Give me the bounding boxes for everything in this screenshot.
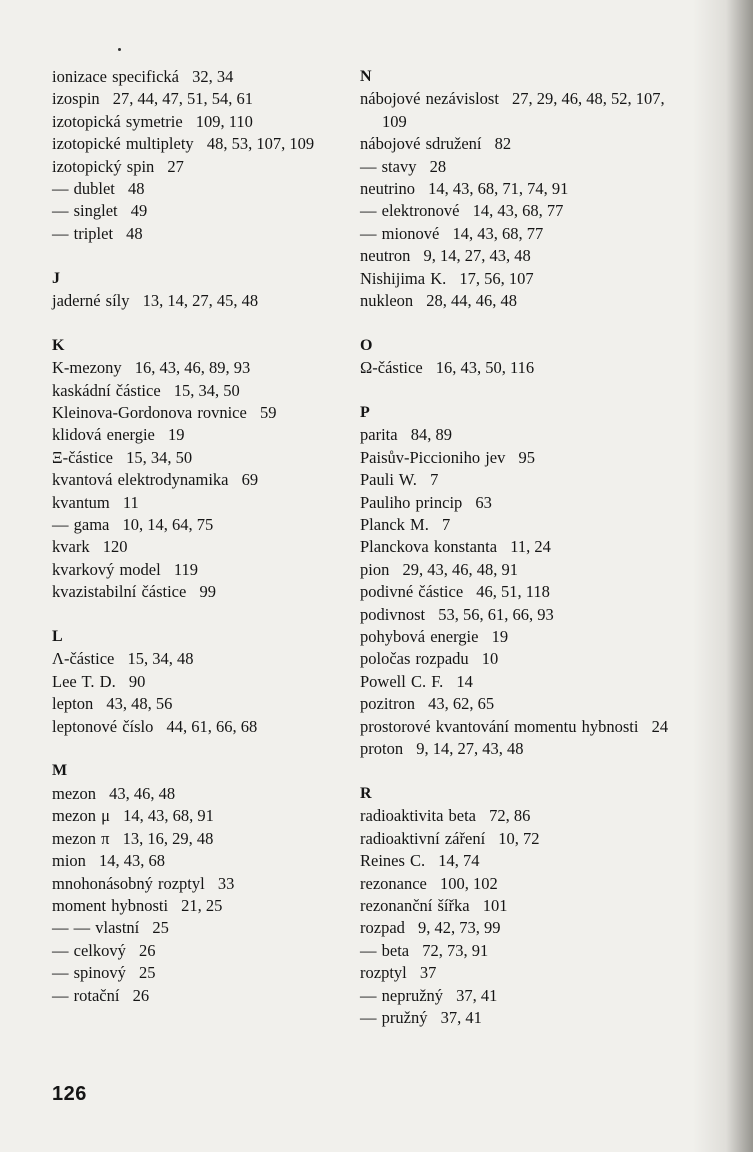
index-entry: [52, 178, 352, 200]
index-pages: 14, 43, 68, 71, 74, 91: [428, 179, 569, 199]
index-pages: 120: [102, 537, 128, 557]
index-term: — elektronové: [360, 201, 460, 221]
index-pages: 21, 25: [181, 895, 223, 915]
index-entry: [52, 200, 352, 222]
index-entry: [360, 985, 670, 1007]
index-term: ionizace specifická: [52, 67, 179, 86]
index-term: Powell C. F.: [360, 671, 444, 691]
index-pages: 13, 14, 27, 45, 48: [142, 291, 259, 311]
index-pages: 28, 44, 46, 48: [426, 291, 518, 311]
index-section: [52, 335, 352, 604]
index-entry: [360, 895, 670, 917]
index-pages: 37, 41: [440, 1007, 482, 1027]
index-term: mezon π: [52, 828, 110, 848]
index-pages: 13, 16, 29, 48: [122, 828, 214, 848]
index-term: izotopická symetrie: [52, 111, 183, 131]
index-pages: 11: [122, 492, 139, 512]
index-pages: 90: [128, 671, 146, 691]
index-term: Pauliho princip: [360, 492, 463, 512]
index-pages: 17, 56, 107: [459, 268, 534, 288]
index-term: kaskádní částice: [52, 380, 161, 400]
index-pages: 82: [494, 134, 512, 154]
index-term: klidová energie: [52, 425, 155, 445]
index-pages: 7: [430, 470, 439, 490]
index-term: mezon: [52, 783, 96, 803]
index-term: Ξ-částice: [52, 447, 113, 467]
index-pages: 95: [518, 447, 535, 467]
index-entry: [52, 828, 352, 850]
index-section: [52, 66, 352, 245]
index-pages: 43, 62, 65: [428, 694, 495, 714]
index-pages: 44, 61, 66, 68: [166, 716, 258, 736]
index-entry: [360, 424, 670, 446]
index-term: pion: [360, 559, 390, 579]
index-pages: 15, 34, 50: [126, 447, 193, 467]
index-entry: [52, 917, 352, 939]
index-entry: [52, 873, 352, 895]
index-entry: [52, 424, 352, 446]
index-entry: [360, 492, 670, 514]
index-term: mion: [52, 851, 86, 871]
index-pages: 14, 43, 68, 77: [472, 201, 564, 221]
section-letter: M: [52, 762, 68, 780]
index-entry: [360, 357, 670, 379]
index-term: rezonanční šířka: [360, 895, 470, 915]
index-pages: 19: [168, 425, 185, 445]
index-pages: 9, 14, 27, 43, 48: [423, 246, 531, 266]
index-entry: [52, 290, 352, 312]
index-entry: [360, 223, 670, 245]
index-term: radioaktivita beta: [360, 806, 476, 826]
index-term: Ω-částice: [360, 358, 423, 378]
index-entry: [360, 536, 670, 558]
index-entry: [360, 559, 670, 581]
index-term: Paisův-Piccioniho jev: [360, 447, 506, 467]
index-pages: 26: [138, 940, 156, 960]
index-term: leptonové číslo: [52, 716, 154, 736]
index-entry: [52, 850, 352, 872]
index-term: rozptyl: [360, 963, 407, 983]
index-entry: [52, 156, 352, 178]
index-entry: [52, 514, 352, 536]
index-term: kvarkový model: [52, 559, 161, 579]
index-pages: 100, 102: [440, 873, 498, 893]
index-term: izospin: [52, 89, 100, 109]
index-term: Kleinova-Gordonova rovnice: [52, 403, 247, 423]
index-pages: 43, 48, 56: [106, 694, 173, 714]
index-pages: 37: [419, 963, 437, 983]
index-entry: [360, 716, 670, 738]
index-pages: 14: [456, 671, 473, 691]
index-pages: 33: [217, 873, 235, 893]
index-entry: [52, 940, 352, 962]
index-pages: 9, 42, 73, 99: [418, 918, 501, 938]
section-letter: L: [52, 628, 63, 646]
index-pages: 14, 43, 68, 77: [452, 223, 544, 243]
index-term: moment hybnosti: [52, 895, 169, 915]
index-entry: [52, 559, 352, 581]
index-term: neutron: [360, 246, 411, 266]
index-entry: [360, 671, 670, 693]
index-entry: [360, 268, 670, 290]
index-term: — spinový: [52, 963, 126, 983]
index-pages: 43, 46, 48: [109, 783, 176, 803]
index-pages: 49: [130, 201, 148, 221]
index-term: — dublet: [52, 179, 115, 199]
index-pages: 46, 51, 118: [476, 582, 550, 602]
index-pages: 28: [429, 156, 447, 176]
index-pages: 59: [259, 403, 277, 423]
index-section: [52, 268, 352, 313]
index-entry: [360, 626, 670, 648]
index-entry: [360, 693, 670, 715]
index-term: kvantová elektrodynamika: [52, 470, 229, 490]
index-entry: [360, 850, 670, 872]
index-pages: 7: [441, 515, 451, 535]
index-term: — rotační: [52, 985, 120, 1005]
index-entry: [360, 917, 670, 939]
print-speck: [118, 48, 121, 51]
index-entry: [360, 648, 670, 670]
index-column-left: [52, 66, 352, 1007]
index-entry: [360, 828, 670, 850]
index-term: nábojové sdružení: [360, 134, 482, 154]
index-term: lepton: [52, 694, 94, 714]
index-pages: 63: [475, 492, 492, 512]
index-entry: [360, 738, 670, 760]
index-term: — celkový: [52, 940, 126, 960]
index-term: Lee T. D.: [52, 671, 116, 691]
index-entry: [52, 895, 352, 917]
index-pages: 84, 89: [410, 425, 452, 445]
section-letter: K: [52, 336, 65, 354]
index-entry: [52, 581, 352, 603]
index-pages: 10: [481, 649, 499, 669]
index-section: [360, 335, 670, 380]
index-pages: 10, 72: [498, 828, 540, 848]
index-pages: 99: [199, 582, 216, 602]
index-term: Planckova konstanta: [360, 537, 498, 557]
page-gutter-shadow: [693, 0, 753, 1152]
index-term: Reines C.: [360, 851, 426, 871]
index-term: radioaktivní záření: [360, 828, 486, 848]
index-term: — singlet: [52, 201, 118, 221]
index-entry: [360, 604, 670, 626]
index-entry: [52, 469, 352, 491]
index-term: kvantum: [52, 492, 110, 512]
index-term: proton: [360, 739, 404, 759]
index-section: [52, 760, 352, 1006]
index-term: — pružný: [360, 1007, 428, 1027]
section-letter: N: [360, 68, 372, 85]
index-term: jaderné síly: [52, 291, 130, 311]
index-term: neutrino: [360, 179, 415, 199]
index-pages: 25: [139, 963, 156, 983]
index-term: mnohonásobný rozptyl: [52, 873, 205, 893]
index-term: kvark: [52, 537, 90, 557]
index-entry: [360, 805, 670, 827]
index-term: prostorové kvantování momentu hybnosti: [360, 716, 639, 736]
index-pages: 9, 14, 27, 43, 48: [416, 739, 524, 759]
index-term: parita: [360, 425, 398, 445]
index-term: Planck M.: [360, 515, 429, 535]
index-entry: [360, 133, 670, 155]
index-entry: [52, 693, 352, 715]
index-entry: [360, 581, 670, 603]
section-letter: O: [360, 336, 373, 354]
index-column-right: [360, 66, 670, 1029]
index-pages: 14, 43, 68, 91: [123, 806, 214, 826]
index-term: podivné částice: [360, 582, 464, 602]
index-pages: 14, 74: [438, 851, 480, 871]
index-entry: [52, 536, 352, 558]
index-term: podivnost: [360, 604, 426, 624]
index-term: izotopické multiplety: [52, 134, 194, 154]
index-term: — beta: [360, 940, 410, 960]
index-section: [360, 783, 670, 1029]
index-entry: [52, 805, 352, 827]
index-entry: [360, 245, 670, 267]
index-term: rezonance: [360, 873, 427, 893]
index-section: [52, 626, 352, 738]
index-pages: 48: [126, 223, 143, 243]
index-pages: 10, 14, 64, 75: [122, 515, 214, 535]
index-pages: 69: [241, 470, 259, 490]
index-entry: [52, 648, 352, 670]
page-number: 126: [52, 1083, 87, 1105]
index-term: kvazistabilní částice: [52, 582, 187, 602]
index-pages: 27, 29, 46, 48, 52, 107, 109: [382, 89, 665, 131]
index-term: Λ-částice: [52, 649, 115, 669]
index-entry: [360, 469, 670, 491]
index-term: Pauli W.: [360, 470, 417, 490]
index-term: nukleon: [360, 291, 414, 311]
index-pages: 11, 24: [510, 537, 551, 557]
index-entry: [360, 200, 670, 222]
index-pages: 15, 34, 50: [173, 380, 240, 400]
index-term: rozpad: [360, 918, 405, 938]
section-letter: R: [360, 784, 372, 802]
index-pages: 27: [167, 156, 184, 176]
index-pages: 14, 43, 68: [99, 851, 166, 871]
index-pages: 48, 53, 107, 109: [206, 134, 315, 154]
index-pages: 109, 110: [195, 111, 253, 131]
index-entry: [360, 873, 670, 895]
index-entry: [52, 962, 352, 984]
index-pages: 119: [173, 559, 198, 579]
index-entry: [360, 962, 670, 984]
index-pages: 32, 34: [192, 67, 234, 86]
index-pages: 72, 73, 91: [422, 940, 489, 960]
index-entry: [52, 671, 352, 693]
index-entry: [360, 447, 670, 469]
index-term: poločas rozpadu: [360, 649, 469, 669]
index-entry: [360, 88, 670, 133]
index-term: pohybová energie: [360, 627, 479, 647]
index-pages: 37, 41: [456, 985, 498, 1005]
index-pages: 26: [132, 985, 150, 1005]
index-pages: 29, 43, 46, 48, 91: [402, 559, 518, 579]
index-pages: 25: [152, 918, 169, 938]
index-entry: [52, 223, 352, 245]
index-pages: 27, 44, 47, 51, 54, 61: [112, 89, 254, 109]
index-entry: [52, 716, 352, 738]
index-section: [360, 66, 670, 312]
index-pages: 24: [651, 716, 669, 736]
index-pages: 53, 56, 61, 66, 93: [438, 604, 554, 624]
index-entry: [52, 402, 352, 424]
index-entry: [52, 357, 352, 379]
index-term: K-mezony: [52, 358, 122, 378]
index-term: — nepružný: [360, 985, 444, 1005]
index-term: — gama: [52, 515, 110, 535]
index-term: Nishijima K.: [360, 268, 447, 288]
index-entry: [52, 492, 352, 514]
index-entry: [360, 156, 670, 178]
index-entry: [360, 940, 670, 962]
index-pages: 15, 34, 48: [127, 649, 194, 669]
index-term: — mionové: [360, 223, 440, 243]
index-pages: 101: [482, 895, 508, 915]
index-entry: [52, 111, 352, 133]
index-entry: [52, 88, 352, 110]
index-term: — triplet: [52, 223, 114, 243]
index-term: — stavy: [360, 156, 417, 176]
index-entry: [360, 178, 670, 200]
index-section: [360, 402, 670, 760]
index-entry: [52, 985, 352, 1007]
index-entry: [52, 66, 352, 88]
index-pages: 19: [491, 627, 509, 647]
index-entry: [52, 447, 352, 469]
index-entry: [360, 290, 670, 312]
index-entry: [52, 133, 352, 155]
index-term: mezon μ: [52, 806, 110, 826]
index-term: izotopický spin: [52, 156, 155, 176]
index-pages: 48: [128, 179, 145, 199]
index-entry: [52, 783, 352, 805]
index-entry: [360, 514, 670, 536]
index-term: — — vlastní: [52, 918, 140, 938]
index-pages: 72, 86: [489, 806, 531, 826]
index-pages: 16, 43, 50, 116: [435, 358, 535, 378]
index-entry: [360, 1007, 670, 1029]
index-entry: [52, 380, 352, 402]
section-letter: J: [52, 269, 60, 287]
section-letter: P: [360, 404, 370, 422]
index-pages: 16, 43, 46, 89, 93: [134, 358, 251, 378]
index-term: pozitron: [360, 694, 415, 714]
index-term: nábojové nezávislost: [360, 89, 499, 109]
